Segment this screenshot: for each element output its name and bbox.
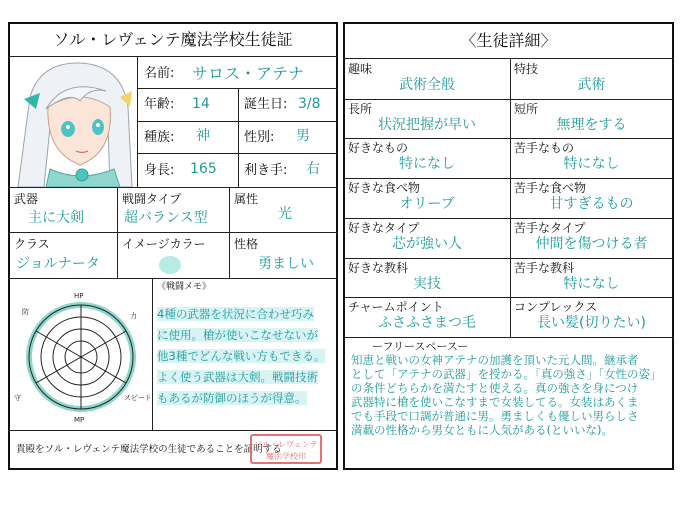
attribute-label: 属性 — [234, 192, 259, 206]
race-label: 種族: — [144, 130, 175, 145]
card-title: ソル・レヴェンテ魔法学校生徒証 — [53, 30, 293, 49]
stats-radar-chart — [12, 284, 150, 426]
detail-value-right: 長い髪(切りたい) — [537, 315, 646, 331]
name-label: 名前: — [144, 66, 175, 81]
personality-label: 性格 — [234, 237, 259, 251]
detail-label-left: 好きな教科 — [348, 261, 409, 275]
name-value: サロス・アテナ — [192, 64, 305, 83]
memo-line: よく使う武器は大剣。戦闘技術 — [157, 370, 318, 384]
details-title: 〈生徒詳細〉 — [460, 31, 557, 50]
character-portrait — [10, 57, 137, 187]
detail-value-right: 甘すぎるもの — [549, 196, 634, 212]
detail-label-right: 特技 — [514, 62, 539, 76]
detail-label-right: 苦手なタイプ — [514, 221, 586, 235]
free-space-line: として「アテナの武器」を授かる。「真の強さ」「女性の姿」 — [351, 367, 662, 381]
free-space-line: 知恵と戦いの女神アテナの加護を頂いた元人間。継承者 — [351, 353, 639, 367]
sex-value: 男 — [296, 128, 310, 144]
class-value: ジョルナータ — [16, 256, 100, 272]
age-label: 年齢: — [144, 97, 175, 112]
detail-label-right: 苦手な教科 — [514, 261, 575, 275]
detail-value-left: 状況把握が早い — [378, 117, 476, 133]
detail-label-right: 短所 — [514, 102, 539, 116]
height-label: 身長: — [144, 163, 175, 178]
detail-label-left: 長所 — [348, 102, 373, 116]
height-value: 165 — [190, 161, 217, 177]
combat-type-label: 戦闘タイプ — [122, 192, 182, 206]
detail-label-left: 好きな食べ物 — [348, 181, 421, 195]
detail-value-left: 特になし — [399, 156, 455, 172]
free-space-line: 満載の性格から男女ともに人気がある(といいな)。 — [351, 423, 613, 437]
memo-line: に使用。槍が使いこなせないが — [157, 328, 318, 342]
radar-axis-defend: 守 — [14, 394, 21, 402]
sex-label: 性別: — [244, 130, 275, 145]
detail-value-left: 実技 — [413, 276, 441, 292]
age-value: 14 — [192, 96, 210, 112]
free-space-line: の条件どちらかを満たすと使える。真の強さを身につけ — [351, 381, 639, 395]
detail-value-right: 武術 — [577, 77, 606, 93]
radar-axis-power: 力 — [130, 312, 137, 320]
free-space-line: でも手段で口調が普通に男。勇ましくも優しい男らしさ — [351, 409, 639, 423]
detail-label-left: 好きなもの — [348, 141, 409, 155]
memo-line: もあるが防御のほうが得意。 — [157, 391, 307, 405]
radar-axis-mp: MP — [74, 416, 85, 424]
combat-type-value: 超バランス型 — [124, 210, 208, 226]
personality-value: 勇ましい — [258, 256, 314, 272]
image-color-swatch — [159, 256, 181, 274]
memo-line: 4種の武器を状況に合わせ巧み — [157, 307, 314, 321]
detail-label-right: 苦手なもの — [514, 141, 575, 155]
birthday-label: 誕生日: — [244, 97, 288, 112]
detail-value-right: 特になし — [563, 156, 620, 172]
memo-line: 他3種でどんな戦い方もできる。 — [157, 349, 326, 363]
weapon-label: 武器 — [14, 192, 39, 206]
class-label: クラス — [14, 237, 50, 251]
school-seal-stamp: ソル・レヴェンテ 魔法学校印 — [250, 434, 322, 464]
detail-value-left: 芯が強い人 — [392, 236, 462, 252]
race-value: 神 — [196, 128, 210, 144]
detail-label-right: 苦手な食べ物 — [514, 181, 587, 195]
radar-axis-hp: HP — [74, 292, 84, 300]
certify-text: 貴殿をソル・レヴェンテ魔法学校の生徒であることを証明する — [16, 444, 282, 455]
detail-value-left: ふさふさまつ毛 — [378, 315, 476, 331]
memo-title: 《戦闘メモ》 — [157, 282, 212, 292]
image-color-label: イメージカラー — [122, 237, 206, 251]
radar-axis-speed: スピード — [124, 394, 150, 402]
detail-value-right: 無理をする — [556, 117, 627, 133]
detail-label-left: 好きなタイプ — [348, 221, 420, 235]
free-space-line: 武器特に槍を使いこなすまで女装してる。女装はあくま — [351, 395, 639, 409]
detail-value-left: オリーブ — [399, 196, 455, 212]
detail-value-right: 特になし — [563, 276, 620, 292]
detail-value-left: 武術全般 — [399, 77, 455, 93]
free-space-title: ーフリースペースー — [372, 340, 469, 353]
radar-axis-guard: 防 — [22, 308, 29, 316]
hand-label: 利き手: — [244, 163, 288, 178]
attribute-value: 光 — [278, 206, 292, 222]
detail-label-left: チャームポイント — [348, 300, 444, 314]
detail-label-right: コンプレックス — [514, 300, 598, 314]
detail-label-left: 趣味 — [348, 62, 373, 76]
detail-value-right: 仲間を傷つける者 — [535, 236, 648, 252]
birthday-value: 3/8 — [298, 96, 321, 112]
weapon-value: 主に大剣 — [28, 210, 84, 226]
hand-value: 右 — [306, 161, 320, 177]
